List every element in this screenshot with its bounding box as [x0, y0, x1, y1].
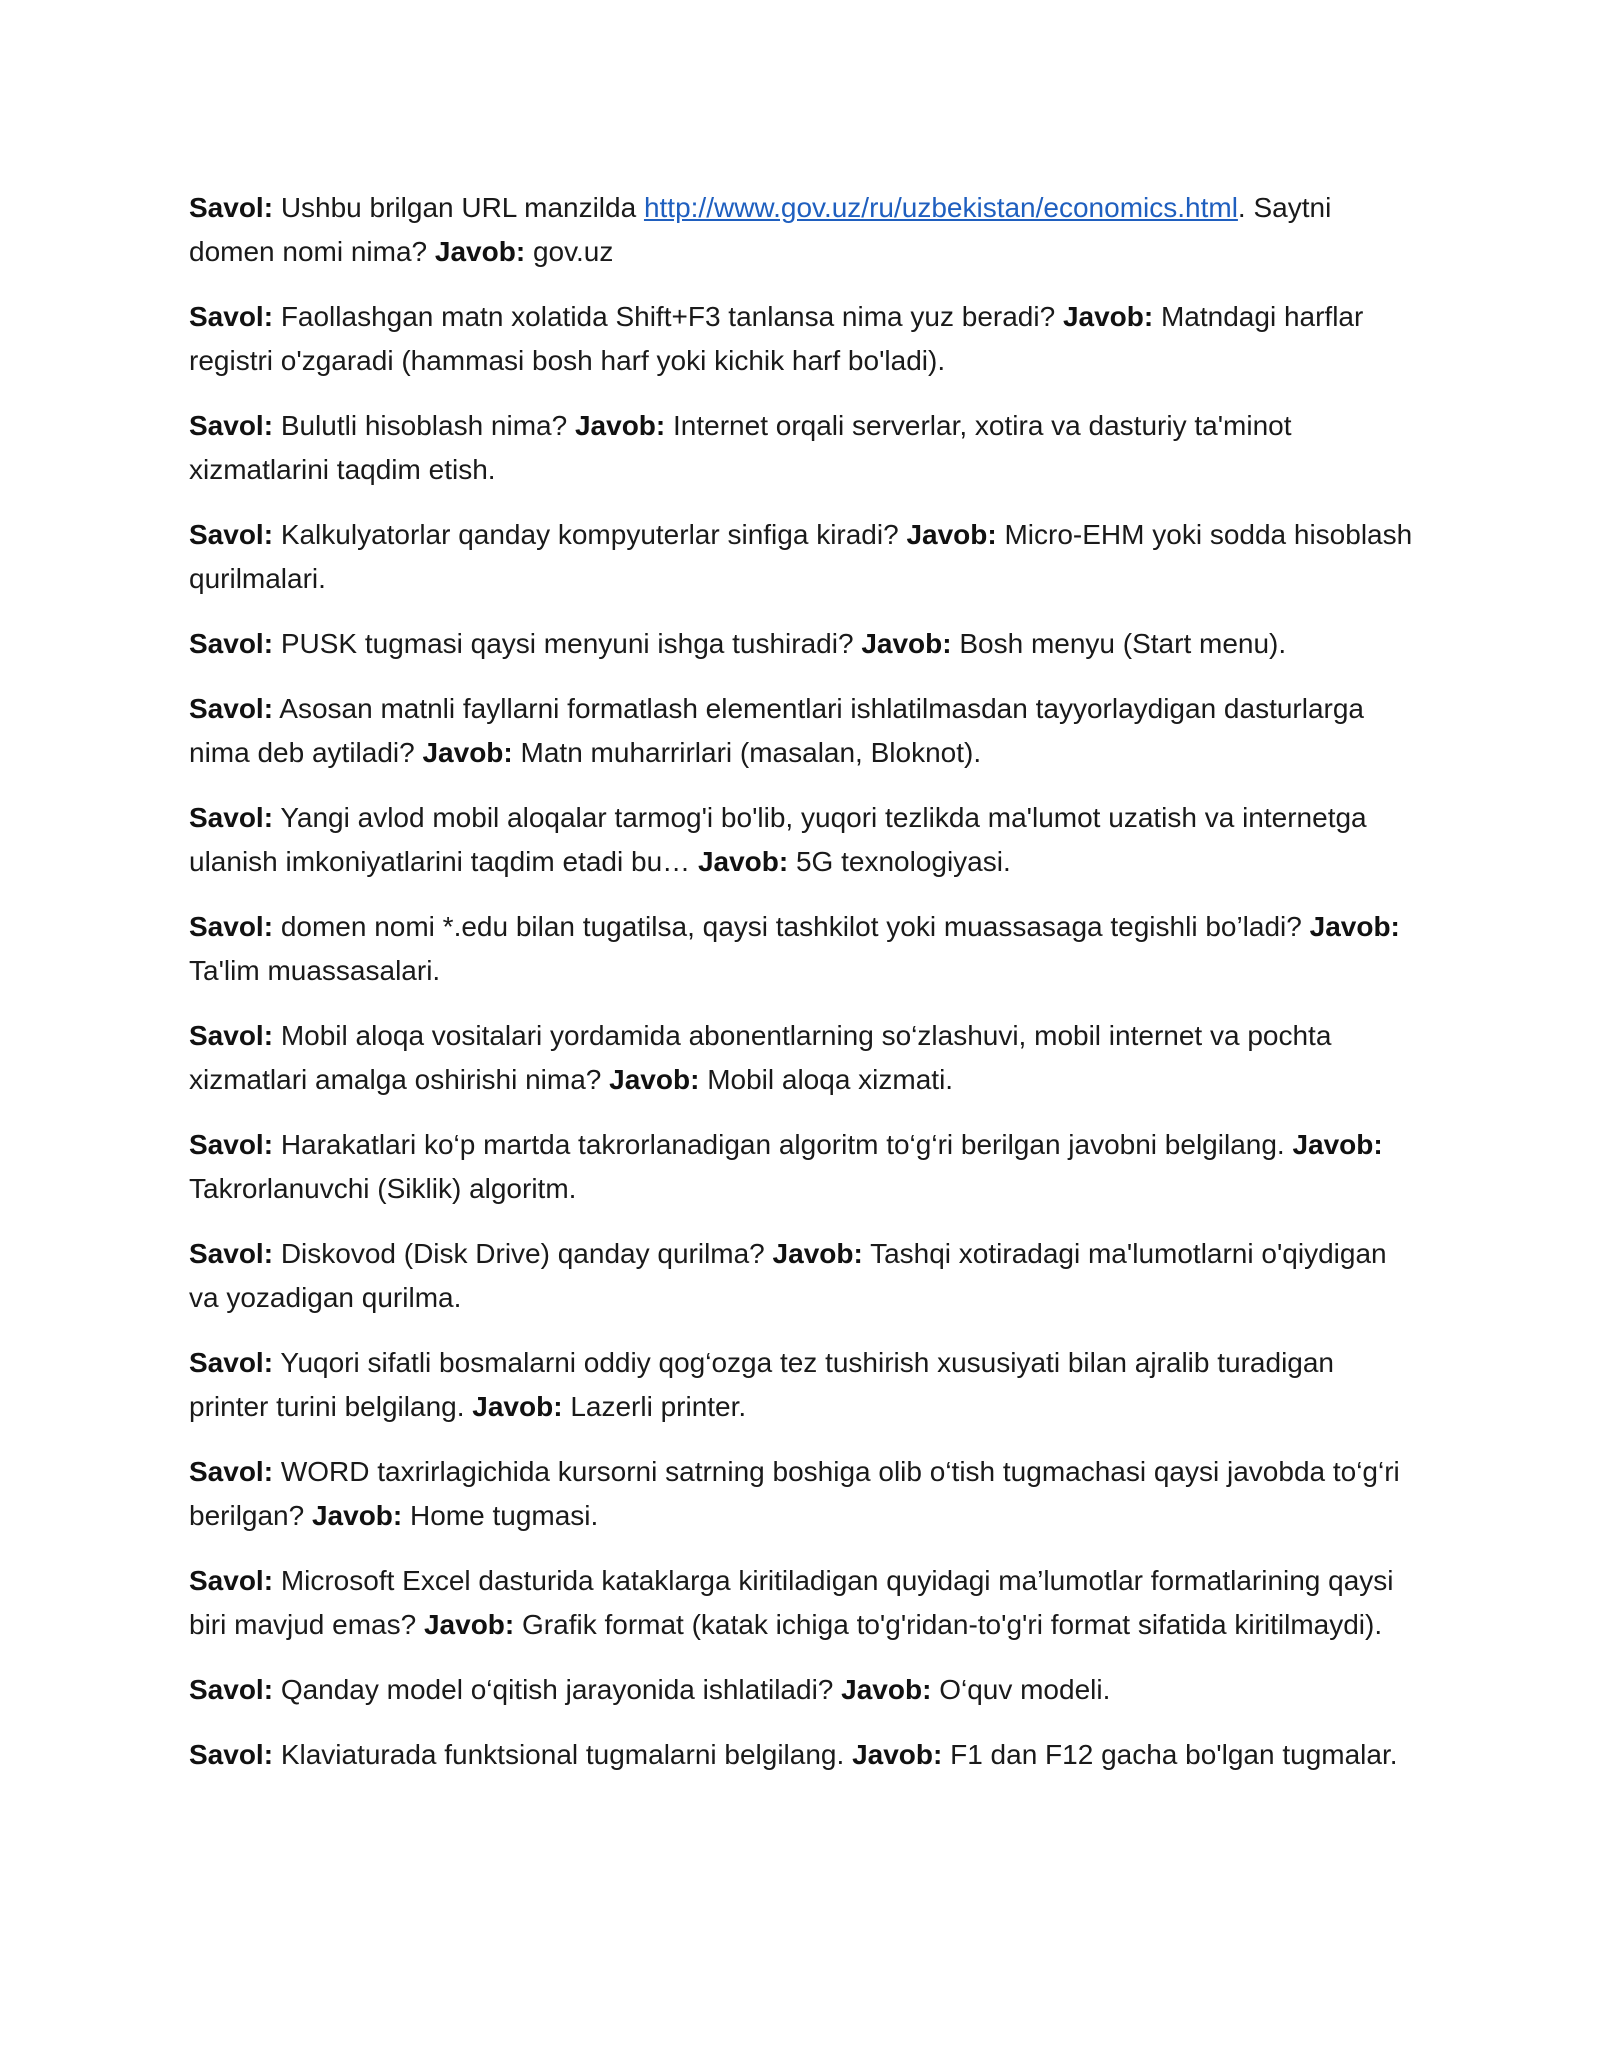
question-text: Yangi avlod mobil aloqalar tarmog'i bo'lib, yuqori tezlikda ma'lumot uzatish va internetga ulanish imkoniyatlarini taqdim etadi bu…: [189, 802, 1367, 877]
question-label: Savol:: [189, 192, 274, 223]
question-label: Savol:: [189, 1565, 274, 1596]
answer-text: Lazerli printer.: [570, 1391, 747, 1422]
question-label: Savol:: [189, 410, 274, 441]
question-text: Ushbu brilgan URL manzilda: [280, 192, 644, 223]
answer-label: Javob:: [574, 410, 666, 441]
question-label: Savol:: [189, 519, 274, 550]
answer-text: Tashqi xotiradagi ma'lumotlarni o'qiydigan va yozadigan qurilma.: [189, 1238, 1387, 1313]
answer-label: Javob:: [861, 628, 952, 659]
answer-label: Javob:: [1309, 911, 1400, 942]
answer-label: Javob:: [423, 1609, 515, 1640]
question-label: Savol:: [189, 1238, 274, 1269]
question-label: Savol:: [189, 1347, 274, 1378]
question-text: Bulutli hisoblash nima?: [280, 410, 568, 441]
question-text: Diskovod (Disk Drive) qanday qurilma?: [280, 1238, 765, 1269]
question-text: domen nomi *.edu bilan tugatilsa, qaysi tashkilot yoki muassasaga tegishli bo’ladi?: [280, 911, 1302, 942]
answer-label: Javob:: [852, 1739, 943, 1770]
question-text: . Saytni domen nomi nima?: [189, 192, 1332, 267]
question-label: Savol:: [189, 911, 274, 942]
answer-label: Javob:: [1292, 1129, 1383, 1160]
question-text: Asosan matnli fayllarni formatlash elementlari ishlatilmasdan tayyorlaydigan dasturlarga nima deb aytiladi?: [189, 693, 1365, 768]
question-label: Savol:: [189, 301, 274, 332]
qa-item-1: [189, 186, 1419, 274]
question-text: WORD taxrirlagichida kursorni satrning boshiga olib o‘tish tugmachasi qaysi javobda to‘g‘ri berilgan?: [189, 1456, 1400, 1531]
question-label: Savol:: [189, 802, 274, 833]
answer-text: Takrorlanuvchi (Siklik) algoritm.: [189, 1173, 577, 1204]
qa-item-2: [189, 295, 1419, 383]
qa-item-11: [189, 1232, 1419, 1320]
answer-text: Matndagi harflar registri o'zgaradi (hammasi bosh harf yoki kichik harf bo'ladi).: [189, 301, 1364, 376]
answer-text: gov.uz: [532, 236, 614, 267]
qa-item-6: [189, 687, 1419, 775]
question-text: Mobil aloqa vositalari yordamida abonentlarning so‘zlashuvi, mobil internet va pochta xizmatlari amalga oshirishi nima?: [189, 1020, 1332, 1095]
question-label: Savol:: [189, 628, 274, 659]
qa-item-16: [189, 1733, 1419, 1777]
answer-label: Javob:: [906, 519, 997, 550]
answer-text: F1 dan F12 gacha bo'lgan tugmalar.: [950, 1739, 1398, 1770]
document-page: [189, 186, 1419, 1798]
qa-item-9: [189, 1014, 1419, 1102]
question-text: Yuqori sifatli bosmalarni oddiy qog‘ozga tez tushirish xususiyati bilan ajralib turadigan printer turini belgilang.: [189, 1347, 1335, 1422]
question-label: Savol:: [189, 693, 274, 724]
question-text: Kalkulyatorlar qanday kompyuterlar sinfiga kiradi?: [280, 519, 899, 550]
answer-label: Javob:: [472, 1391, 563, 1422]
answer-label: Javob:: [1062, 301, 1154, 332]
answer-label: Javob:: [841, 1674, 932, 1705]
question-text: Faollashgan matn xolatida Shift+F3 tanlansa nima yuz beradi?: [280, 301, 1056, 332]
qa-item-3: [189, 404, 1419, 492]
answer-label: Javob:: [609, 1064, 700, 1095]
question-text: Klaviaturada funktsional tugmalarni belgilang.: [280, 1739, 845, 1770]
answer-label: Javob:: [697, 846, 789, 877]
answer-label: Javob:: [772, 1238, 863, 1269]
question-label: Savol:: [189, 1456, 274, 1487]
answer-text: Grafik format (katak ichiga to'g'ridan-to'g'ri format sifatida kiritilmaydi).: [522, 1609, 1383, 1640]
answer-text: Internet orqali serverlar, xotira va dasturiy ta'minot xizmatlarini taqdim etish.: [189, 410, 1292, 485]
answer-text: Bosh menyu (Start menu).: [959, 628, 1287, 659]
qa-item-4: [189, 513, 1419, 601]
answer-label: Javob:: [434, 236, 526, 267]
answer-text: Home tugmasi.: [410, 1500, 599, 1531]
question-label: Savol:: [189, 1129, 274, 1160]
answer-label: Javob:: [311, 1500, 403, 1531]
qa-item-5: [189, 622, 1419, 666]
qa-item-10: [189, 1123, 1419, 1211]
question-text: Harakatlari ko‘p martda takrorlanadigan algoritm to‘g‘ri berilgan javobni belgilang.: [280, 1129, 1285, 1160]
qa-item-7: [189, 796, 1419, 884]
qa-item-13: [189, 1450, 1419, 1538]
url-link[interactable]: http://www.gov.uz/ru/uzbekistan/economics.html: [643, 192, 1238, 223]
question-text: PUSK tugmasi qaysi menyuni ishga tushiradi?: [280, 628, 854, 659]
qa-item-12: [189, 1341, 1419, 1429]
question-label: Savol:: [189, 1020, 274, 1051]
question-text: Microsoft Excel dasturida kataklarga kiritiladigan quyidagi ma’lumotlar formatlarining qaysi biri mavjud emas?: [189, 1565, 1394, 1640]
qa-item-8: [189, 905, 1419, 993]
qa-item-15: [189, 1668, 1419, 1712]
answer-text: O‘quv modeli.: [939, 1674, 1111, 1705]
question-label: Savol:: [189, 1739, 274, 1770]
answer-label: Javob:: [422, 737, 513, 768]
qa-item-14: [189, 1559, 1419, 1647]
answer-text: 5G texnologiyasi.: [795, 846, 1011, 877]
answer-text: Ta'lim muassasalari.: [189, 955, 441, 986]
answer-text: Mobil aloqa xizmati.: [707, 1064, 954, 1095]
question-text: Qanday model o‘qitish jarayonida ishlatiladi?: [280, 1674, 834, 1705]
answer-text: Micro-EHM yoki sodda hisoblash qurilmalari.: [189, 519, 1413, 594]
answer-text: Matn muharrirlari (masalan, Bloknot).: [520, 737, 982, 768]
question-label: Savol:: [189, 1674, 274, 1705]
